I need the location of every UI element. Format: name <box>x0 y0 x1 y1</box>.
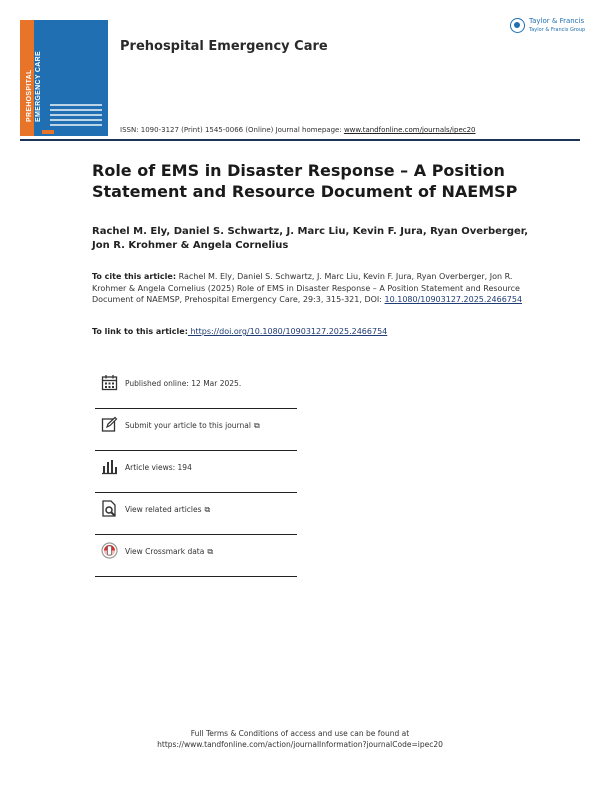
article-doi-link[interactable]: https://doi.org/10.1080/10903127.2025.2466754 <box>187 327 388 336</box>
crossmark-label: View Crossmark data <box>125 547 205 556</box>
published-row <box>95 367 297 409</box>
cite-text: Rachel M. Ely, Daniel S. Schwartz, J. Marc Liu, Kevin F. Jura, Ryan Overberger, Jon R. Krohmer & Angela Cornelius (2025) Role of EMS in Disaster Response – A Position Statement and Resource Document of NAEMSP, Prehospital Emergency Care, 29:3, 315-321, DOI: <box>92 272 520 304</box>
calendar-icon <box>101 374 118 391</box>
submit-article-link[interactable] <box>125 421 260 431</box>
crossmark-row[interactable] <box>95 535 297 577</box>
footer-url[interactable]: https://www.tandfonline.com/action/journalInformation?journalCode=ipec20 <box>157 740 443 749</box>
journal-cover <box>20 20 108 136</box>
edit-icon <box>101 416 118 433</box>
submit-row[interactable] <box>95 409 297 451</box>
journal-name: Prehospital Emergency Care <box>120 39 328 54</box>
publisher-name: Taylor & Francis <box>529 17 585 25</box>
submit-label: Submit your article to this journal <box>125 421 251 430</box>
article-views: Article views: 194 <box>125 463 192 472</box>
external-link-icon: ⧉ <box>207 547 214 556</box>
bar-chart-icon <box>101 458 118 475</box>
views-row <box>95 451 297 493</box>
footer-terms: Full Terms & Conditions of access and use can be found at <box>190 729 410 738</box>
cover-text-lines <box>50 104 102 129</box>
footer <box>0 728 600 750</box>
cite-doi-link[interactable]: 10.1080/10903127.2025.2466754 <box>384 295 523 304</box>
external-link-icon: ⧉ <box>253 421 260 430</box>
cite-label: To cite this article: <box>92 272 177 281</box>
issn-text: ISSN: 1090-3127 (Print) 1545-0066 (Online) Journal homepage: <box>120 126 344 134</box>
related-row[interactable] <box>95 493 297 535</box>
related-label: View related articles <box>125 505 202 514</box>
related-articles-link[interactable] <box>125 505 210 515</box>
citation-block <box>92 271 532 306</box>
publisher-logo[interactable] <box>510 16 584 38</box>
link-label: To link to this article: <box>92 327 188 336</box>
article-authors: Rachel M. Ely, Daniel S. Schwartz, J. Marc Liu, Kevin F. Jura, Ryan Overberger, Jon R. Krohmer & Angela Cornelius <box>92 226 529 251</box>
cover-logo <box>42 130 54 134</box>
related-search-icon <box>101 500 118 517</box>
crossmark-link[interactable] <box>125 547 213 557</box>
article-title: Role of EMS in Disaster Response – A Position Statement and Resource Document of NAEMSP <box>92 161 518 201</box>
external-link-icon: ⧉ <box>204 505 211 514</box>
publisher-logo-icon <box>510 18 525 33</box>
published-date: Published online: 12 Mar 2025. <box>125 379 242 388</box>
publisher-group: Taylor & Francis Group <box>529 27 586 33</box>
article-link-block <box>92 327 387 336</box>
issn-line <box>120 126 476 134</box>
cover-title: PREHOSPITAL EMERGENCY CARE <box>26 51 42 122</box>
article-info-list <box>95 367 297 577</box>
header-divider <box>20 139 580 141</box>
crossmark-icon <box>101 542 118 559</box>
journal-homepage-link[interactable]: www.tandfonline.com/journals/ipec20 <box>343 126 476 134</box>
